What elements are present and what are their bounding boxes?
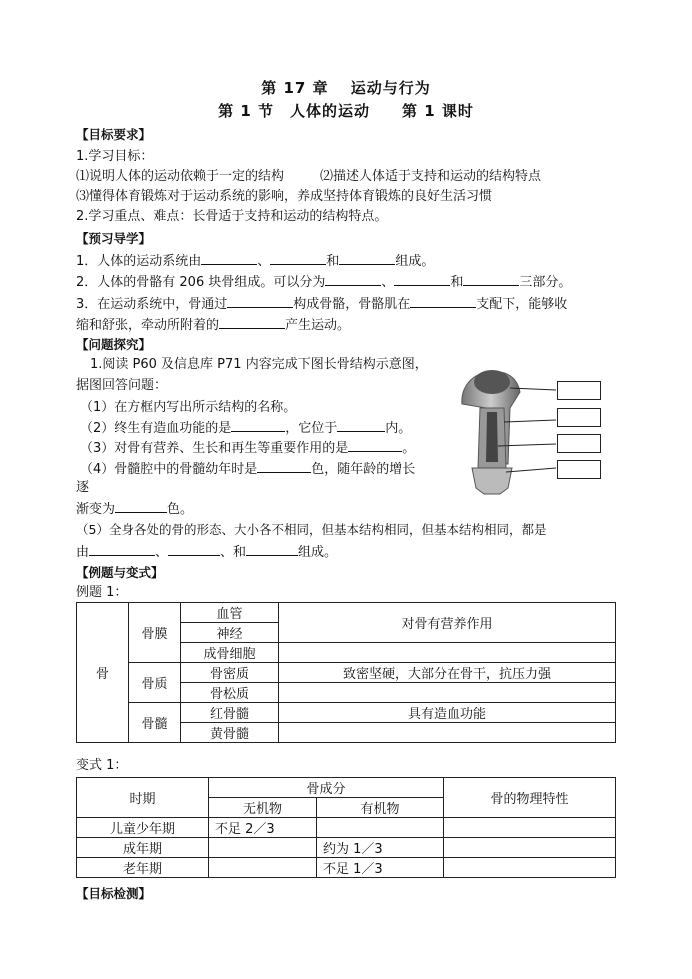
explore-intro2: 据图回答问题： — [76, 378, 168, 393]
bone-structure-table — [76, 602, 616, 743]
header-property: 骨的物理特性 — [444, 778, 616, 818]
pointer-line-2 — [504, 420, 556, 422]
cell-vessel: 血管 — [181, 603, 279, 623]
row-period: 老年期 — [77, 858, 209, 878]
cell-periosteum: 骨膜 — [129, 603, 181, 663]
e5-text-e: 组成。 — [298, 545, 338, 560]
e5-blank-3[interactable] — [246, 543, 298, 556]
preview-q3-cont — [76, 316, 350, 334]
e4-text-a: （4）骨髓腔中的骨髓幼年时是 — [80, 462, 258, 477]
goals-heading: 【目标要求】 — [76, 127, 152, 142]
e5-blank-1[interactable] — [89, 543, 155, 556]
cell-periosteum-fn: 对骨有营养作用 — [279, 603, 616, 643]
goal-3: 2.学习重点、难点：长骨适于支持和运动的结构特点。 — [76, 209, 388, 224]
label-box-2[interactable] — [557, 408, 601, 427]
preview-q3 — [76, 295, 567, 313]
explore-q5: （5）全身各处的骨的形态、大小各不相同，但基本结构相同，但基本结构相同，都是 — [76, 522, 547, 537]
e4-blank-1[interactable] — [257, 460, 311, 473]
cell-red-fn: 具有造血功能 — [279, 703, 616, 723]
cell-bone: 骨 — [77, 603, 129, 743]
e2-text-c: 内。 — [385, 421, 412, 436]
explore-intro1: 1.阅读 P60 及信息库 P71 内容完成下图长骨结构示意图， — [90, 357, 428, 372]
pointer-line-4 — [506, 468, 556, 472]
e4-text-b: 色，随年龄的增长 — [311, 462, 416, 477]
row-inorganic — [209, 858, 317, 878]
cell-osteoblast-fn — [279, 643, 616, 663]
e5-text-d: 、和 — [220, 545, 247, 560]
q3-blank-3[interactable] — [219, 316, 285, 329]
e3-text-a: （3）对骨有营养、生长和再生等重要作用的是 — [80, 441, 349, 456]
cell-compact: 骨密质 — [181, 663, 279, 683]
q2-text-d: 三部分。 — [519, 275, 572, 290]
cell-spongy: 骨松质 — [181, 683, 279, 703]
label-box-1[interactable] — [557, 381, 601, 400]
cell-yellow: 黄骨髓 — [181, 723, 279, 743]
explore-q1: （1）在方框内写出所示结构的名称。 — [80, 400, 297, 415]
row-property — [444, 838, 616, 858]
preview-heading: 【预习导学】 — [76, 231, 152, 246]
cell-red: 红骨髓 — [181, 703, 279, 723]
q2-blank-3[interactable] — [463, 273, 519, 286]
goal-2: ⑶懂得体育锻炼对于运动系统的影响，养成坚持体育锻炼的良好生活习惯 — [76, 189, 493, 204]
preview-q1 — [76, 252, 434, 270]
label-box-3[interactable] — [557, 434, 601, 453]
q1-blank-2[interactable] — [270, 252, 326, 265]
e4-text-e: 色。 — [167, 502, 194, 517]
e3-blank-1[interactable] — [348, 439, 402, 452]
e5-blank-2[interactable] — [168, 543, 220, 556]
test-heading: 【目标检测】 — [76, 886, 152, 901]
table-row — [77, 838, 616, 858]
q1-blank-3[interactable] — [339, 252, 395, 265]
explore-q5-cont — [76, 543, 337, 561]
variant1-label: 变式 1： — [76, 758, 128, 773]
q2-text-c: 和 — [450, 275, 464, 290]
header-organic: 有机物 — [317, 798, 444, 818]
cell-nerve: 神经 — [181, 623, 279, 643]
q3-blank-2[interactable] — [410, 295, 476, 308]
header-inorganic: 无机物 — [209, 798, 317, 818]
cell-substance: 骨质 — [129, 663, 181, 703]
explore-q2 — [80, 419, 411, 437]
e2-text-b: ，它位于 — [285, 421, 338, 436]
explore-q4-end — [76, 500, 193, 518]
e2-blank-1[interactable] — [231, 419, 285, 432]
table-row — [77, 818, 616, 838]
q3-text-e: 产生运动。 — [285, 318, 351, 333]
q3-text-b: 构成骨骼，骨骼肌在 — [293, 297, 411, 312]
row-organic — [317, 818, 444, 838]
row-organic: 约为 1／3 — [317, 838, 444, 858]
explore-heading: 【问题探究】 — [76, 337, 152, 352]
goal-1b: ⑵描述人体适于支持和运动的结构特点 — [320, 169, 542, 184]
q1-text-a: 1．人体的运动系统由 — [76, 254, 202, 269]
cell-osteoblast: 成骨细胞 — [181, 643, 279, 663]
label-box-4[interactable] — [557, 460, 601, 479]
cell-yellow-fn — [279, 723, 616, 743]
explore-q3 — [80, 439, 415, 457]
cell-spongy-fn — [279, 683, 616, 703]
e5-text-c: 、 — [155, 545, 169, 560]
e4-blank-2[interactable] — [115, 500, 167, 513]
goal-1a: ⑴说明人体的运动依赖于一定的结构 — [76, 169, 285, 184]
section-title: 第 1 节 人体的运动 第 1 课时 — [218, 102, 474, 120]
explore-q4-cont: 逐 — [76, 480, 90, 495]
e4-text-d: 渐变为 — [76, 502, 116, 517]
e2-text-a: （2）终生有造血功能的是 — [80, 421, 232, 436]
e2-blank-2[interactable] — [337, 419, 385, 432]
row-period: 儿童少年期 — [77, 818, 209, 838]
q1-text-b: 、 — [257, 254, 271, 269]
row-organic: 不足 1／3 — [317, 858, 444, 878]
row-inorganic: 不足 2／3 — [209, 818, 317, 838]
bone-composition-table — [76, 777, 616, 878]
goals-sub1: 1.学习目标： — [76, 149, 154, 164]
examples-heading: 【例题与变式】 — [76, 565, 164, 580]
row-property — [444, 858, 616, 878]
e5-text-b: 由 — [76, 545, 90, 560]
explore-q4 — [80, 460, 415, 478]
cell-marrow: 骨髓 — [129, 703, 181, 743]
q3-text-a: 3．在运动系统中，骨通过 — [76, 297, 228, 312]
table-row — [77, 858, 616, 878]
q2-blank-2[interactable] — [394, 273, 450, 286]
q2-blank-1[interactable] — [325, 273, 381, 286]
q2-text-b: 、 — [381, 275, 395, 290]
q1-text-c: 和 — [326, 254, 340, 269]
header-composition: 骨成分 — [209, 778, 444, 798]
q3-text-c: 支配下，能够收 — [476, 297, 568, 312]
cell-compact-fn: 致密坚硬，大部分在骨干，抗压力强 — [279, 663, 616, 683]
row-property — [444, 818, 616, 838]
q3-blank-1[interactable] — [227, 295, 293, 308]
q3-text-d: 缩和舒张，牵动所附着的 — [76, 318, 220, 333]
chapter-title: 第 17 章 运动与行为 — [261, 79, 431, 97]
q1-text-d: 组成。 — [395, 254, 435, 269]
bone-cavity — [486, 412, 498, 462]
row-inorganic — [209, 838, 317, 858]
q2-text-a: 2．人体的骨骼有 206 块骨组成。可以分为 — [76, 275, 326, 290]
e3-text-b: 。 — [402, 441, 416, 456]
header-period: 时期 — [77, 778, 209, 818]
bone-head-cap — [474, 370, 510, 394]
preview-q2 — [76, 273, 571, 291]
q1-blank-1[interactable] — [201, 252, 257, 265]
row-period: 成年期 — [77, 838, 209, 858]
example1-label: 例题 1： — [76, 585, 128, 600]
